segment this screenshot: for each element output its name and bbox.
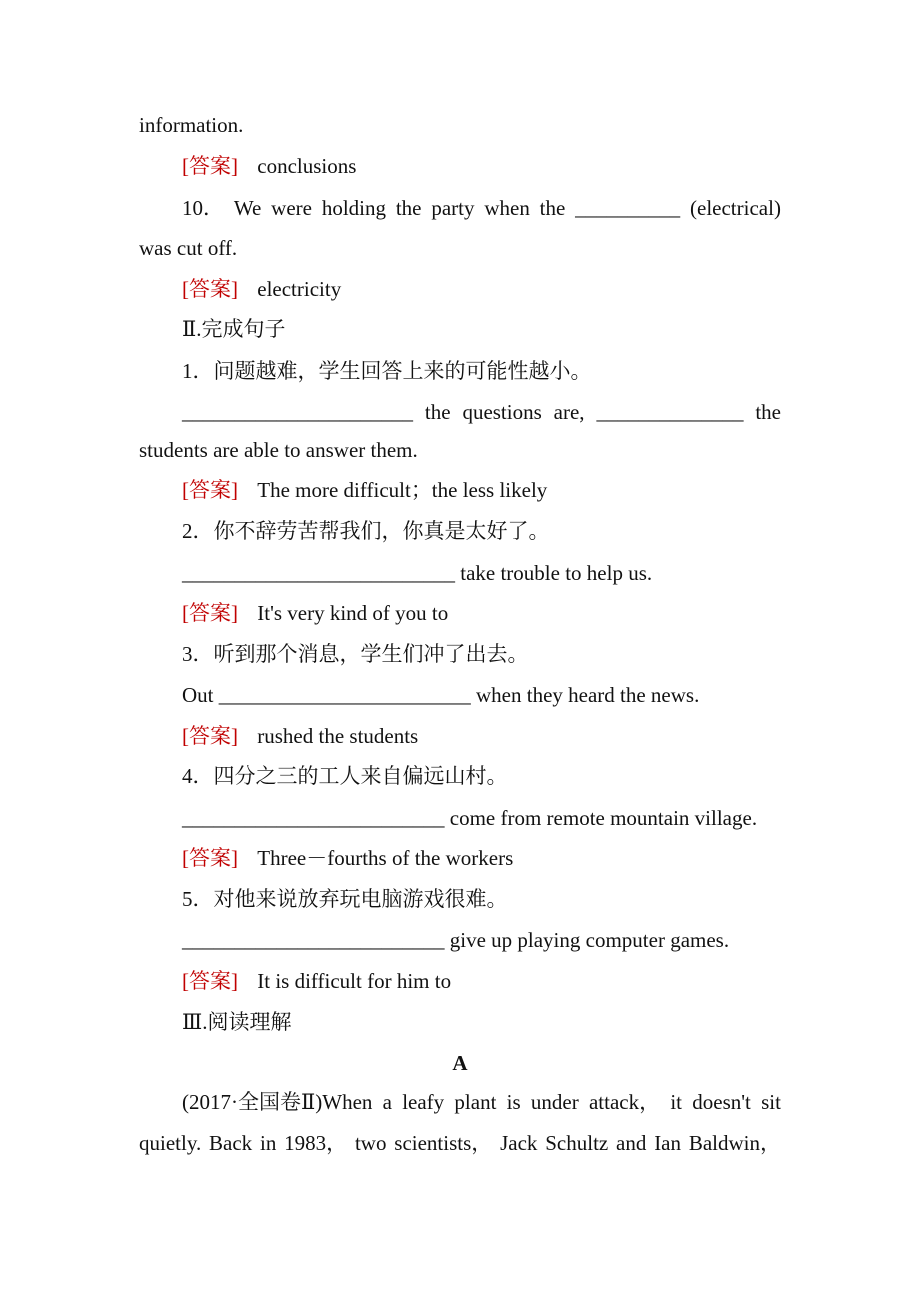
answer-text: Three－fourths of the workers [257, 846, 514, 870]
section-heading [182, 319, 286, 340]
text-line [139, 238, 237, 259]
word: Baldwin， [688, 1131, 781, 1155]
text: information. [139, 113, 244, 137]
chinese-sentence [182, 644, 529, 665]
answer-label: [答案] [182, 969, 238, 993]
passage-line [182, 1092, 781, 1113]
word: the [424, 400, 451, 424]
answer-line [182, 156, 356, 177]
word: (electrical) [690, 196, 781, 220]
word: Ian [654, 1131, 682, 1155]
blank: ______________ [596, 400, 744, 424]
text: 5．对他来说放弃玩电脑游戏很难。 [182, 887, 508, 911]
word: were [271, 196, 312, 220]
word: the [539, 196, 566, 220]
english-sentence [182, 930, 729, 951]
chinese-sentence [182, 521, 550, 542]
answer-line [182, 971, 451, 992]
text: _________________________ come from remote mountain village. [182, 806, 758, 830]
answer-label: [答案] [182, 277, 238, 301]
word: questions [462, 400, 542, 424]
word: the [395, 196, 422, 220]
text: Out ________________________ when they heard the news. [182, 683, 700, 707]
word: it [670, 1090, 683, 1114]
text-line [139, 115, 243, 136]
answer-text: It's very kind of you to [257, 601, 449, 625]
answer-line [182, 726, 418, 747]
word: is [506, 1090, 521, 1114]
answer-line [182, 603, 448, 624]
answer-label: [答案] [182, 478, 238, 502]
question-number: 10． [182, 196, 224, 220]
word: sit [761, 1090, 781, 1114]
answer-text: rushed the students [257, 724, 419, 748]
word: when [484, 196, 530, 220]
word: scientists， [394, 1131, 493, 1155]
section-title: Ⅱ.完成句子 [182, 317, 286, 341]
text: 2．你不辞劳苦帮我们，你真是太好了。 [182, 519, 550, 543]
word: Jack [500, 1131, 538, 1155]
answer-text: electricity [257, 277, 342, 301]
heading-text: A [452, 1051, 468, 1075]
question-10 [182, 198, 781, 219]
section-heading [182, 1012, 292, 1033]
word: Schultz [545, 1131, 609, 1155]
blank: ______________________ [182, 400, 413, 424]
answer-text: conclusions [257, 154, 357, 178]
text: __________________________ take trouble to help us. [182, 561, 653, 585]
word: Back [209, 1131, 253, 1155]
word: doesn't [692, 1090, 751, 1114]
answer-line [182, 480, 547, 501]
word: 1983， [284, 1131, 348, 1155]
english-sentence [182, 685, 699, 706]
answer-label: [答案] [182, 724, 238, 748]
answer-line [182, 279, 341, 300]
word: (2017·全国卷Ⅱ)When [182, 1090, 373, 1114]
word: leafy [402, 1090, 445, 1114]
word: and [616, 1131, 647, 1155]
text: _________________________ give up playing computer games. [182, 928, 730, 952]
answer-label: [答案] [182, 601, 238, 625]
blank: __________ [575, 196, 681, 220]
answer-label: [答案] [182, 846, 238, 870]
word: party [431, 196, 475, 220]
chinese-sentence [182, 889, 508, 910]
text: 4．四分之三的工人来自偏远山村。 [182, 764, 508, 788]
english-sentence [182, 563, 652, 584]
answer-line [182, 848, 513, 869]
passage-line [139, 1133, 781, 1154]
answer-text: It is difficult for him to [257, 969, 452, 993]
word: in [260, 1131, 277, 1155]
text: 1．问题越难，学生回答上来的可能性越小。 [182, 359, 592, 383]
word: We [233, 196, 262, 220]
word: a [382, 1090, 392, 1114]
text-line [139, 440, 418, 461]
word: attack， [588, 1090, 661, 1114]
text: was cut off. [139, 236, 238, 260]
section-title: Ⅲ.阅读理解 [182, 1010, 292, 1034]
text: 3．听到那个消息，学生们冲了出去。 [182, 642, 529, 666]
passage-heading [0, 1053, 920, 1074]
chinese-sentence [182, 766, 508, 787]
answer-label: [答案] [182, 154, 238, 178]
word: are, [553, 400, 585, 424]
word: plant [454, 1090, 497, 1114]
word: two [354, 1131, 387, 1155]
word: quietly. [139, 1131, 202, 1155]
word: under [530, 1090, 579, 1114]
english-sentence [182, 808, 757, 829]
english-sentence [182, 402, 781, 423]
word: holding [321, 196, 386, 220]
word: the [755, 400, 781, 424]
answer-text: The more difficult；the less likely [257, 478, 548, 502]
text: students are able to answer them. [139, 438, 418, 462]
chinese-sentence [182, 361, 592, 382]
